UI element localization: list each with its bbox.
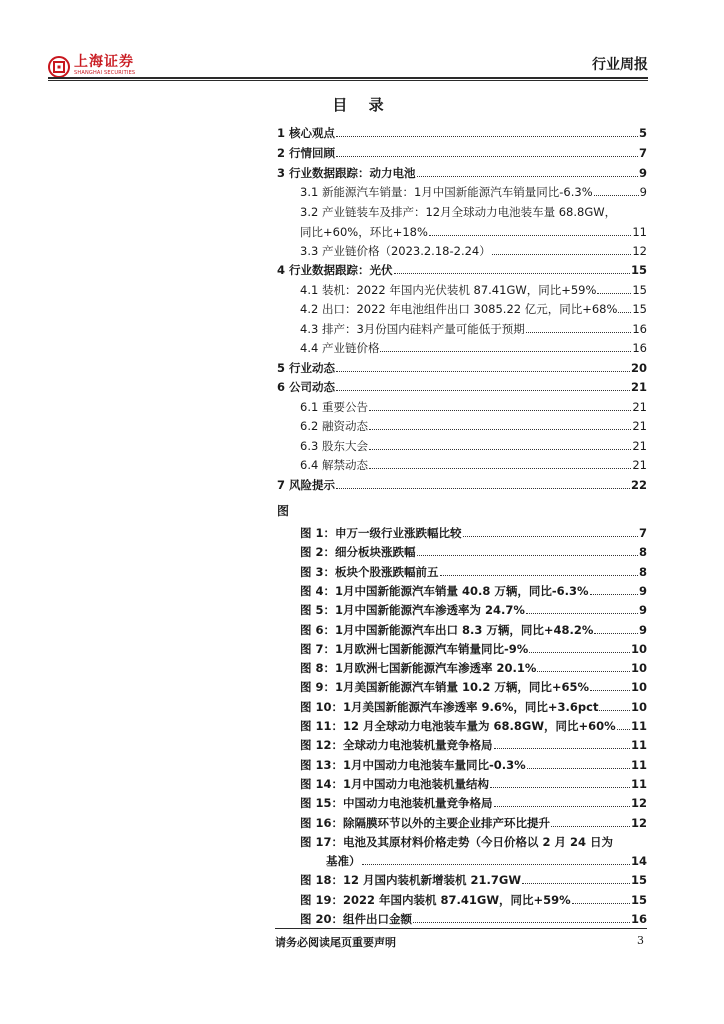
leader-dots	[336, 371, 630, 372]
toc-entry-title: 7 风险提示	[277, 478, 336, 492]
toc-entry-title: 4.3 排产：3月份国内硅料产量可能低于预期	[300, 322, 525, 336]
figure-entry[interactable]	[300, 580, 647, 598]
footer-divider	[275, 928, 647, 929]
footer-disclaimer: 请务必阅读尾页重要声明	[275, 936, 396, 949]
leader-dots	[369, 410, 631, 411]
leader-dots	[527, 768, 630, 769]
toc-entry-title: 4.1 装机：2022 年国内光伏装机 87.41GW，同比+59%	[300, 283, 597, 297]
figure-entry[interactable]	[300, 619, 647, 637]
figure-entry-page: 10	[630, 699, 647, 714]
toc-entry-title: 6.2 融资动态	[300, 419, 368, 433]
figure-entry[interactable]	[300, 541, 647, 559]
toc-entry[interactable]	[300, 201, 647, 219]
figure-entry-title: 图 10：1月美国新能源汽车渗透率 9.6%，同比+3.6pct	[300, 699, 599, 714]
toc-entry-page: 15	[632, 302, 647, 316]
figure-entry[interactable]	[300, 831, 647, 849]
leader-dots	[597, 293, 631, 294]
header-divider	[48, 77, 648, 79]
toc-entry-page: 22	[630, 478, 647, 492]
figure-entry-title: 图 6：1月中国新能源汽车出口 8.3 万辆，同比+48.2%	[300, 622, 594, 637]
toc-entry-title: 6.1 重要公告	[300, 400, 368, 414]
leader-dots	[537, 671, 630, 672]
figure-entry[interactable]	[300, 696, 647, 714]
figure-entry-page: 7	[638, 526, 647, 540]
figure-entry[interactable]	[300, 599, 647, 617]
figure-entry[interactable]	[300, 869, 647, 887]
figure-entry[interactable]	[300, 908, 647, 926]
toc-entry[interactable]	[300, 454, 647, 472]
leader-dots	[617, 729, 630, 730]
figure-entry-title: 图 5：1月中国新能源汽车渗透率为 24.7%	[300, 603, 525, 618]
toc-entry[interactable]	[277, 122, 647, 140]
toc-entry-title: 同比+60%，环比+18%	[300, 225, 428, 239]
page-number: 3	[637, 934, 644, 947]
figure-entry-page: 8	[638, 545, 647, 560]
figure-entry-title: 图 19：2022 年国内装机 87.41GW，同比+59%	[300, 892, 571, 907]
toc-entry-page: 21	[632, 439, 647, 453]
toc-entry[interactable]	[277, 376, 647, 394]
figure-entry-title: 图 2：细分板块涨跌幅	[300, 545, 416, 560]
leader-dots	[492, 254, 632, 255]
toc-entry-page: 12	[632, 244, 647, 258]
leader-dots	[551, 826, 630, 827]
toc-entry[interactable]	[300, 337, 647, 355]
toc-entry[interactable]	[300, 240, 647, 258]
leader-dots	[526, 332, 632, 333]
figure-entry-title: 图 11：12 月全球动力电池装车量为 68.8GW，同比+60%	[300, 719, 616, 733]
figure-entry-title: 图 4：1月中国新能源汽车销量 40.8 万辆，同比-6.3%	[300, 583, 589, 598]
toc-entry-page: 21	[632, 400, 647, 414]
toc-entry-page: 9	[638, 166, 647, 180]
toc-entry[interactable]	[300, 415, 647, 433]
figure-entry-title: 图 16：除隔膜环节以外的主要企业排产环比提升	[300, 815, 551, 830]
toc-entry[interactable]	[300, 221, 647, 239]
leader-dots	[463, 536, 638, 537]
logo-icon	[48, 56, 70, 78]
leader-dots	[369, 449, 631, 450]
figure-entry-page: 8	[638, 564, 647, 579]
toc-entry[interactable]	[300, 318, 647, 336]
leader-dots	[336, 390, 630, 391]
toc-entry-page: 21	[632, 419, 647, 433]
toc-entry-page: 5	[638, 126, 647, 140]
figure-entry[interactable]	[326, 850, 647, 868]
toc-entry-title: 5 行业动态	[277, 361, 336, 375]
figure-entry-title: 图 15：中国动力电池装机量竞争格局	[300, 796, 493, 811]
toc-entry-title: 3.3 产业链价格（2023.2.18-2.24）	[300, 244, 491, 258]
leader-dots	[618, 312, 631, 313]
figure-entry-title: 图 18：12 月国内装机新增装机 21.7GW	[300, 873, 522, 888]
leader-dots	[594, 633, 638, 634]
toc-entry-title: 6.4 解禁动态	[300, 458, 368, 472]
toc-entry-page: 21	[632, 458, 647, 472]
figure-entry-page: 9	[638, 583, 647, 598]
figure-entry-page: 10	[630, 661, 647, 676]
leader-dots	[522, 883, 630, 884]
toc-entry-page: 7	[638, 146, 647, 160]
figure-entry-page: 15	[630, 873, 647, 888]
leader-dots	[526, 613, 638, 614]
toc-entry-page: 9	[639, 185, 647, 199]
toc-entry[interactable]	[300, 396, 647, 414]
toc-entry[interactable]	[277, 142, 647, 160]
toc-entry-title: 4.4 产业链价格	[300, 341, 380, 355]
leader-dots	[599, 710, 630, 711]
figure-entry[interactable]	[300, 676, 647, 694]
toc-entry-title: 3 行业数据跟踪：动力电池	[277, 166, 416, 180]
leader-dots	[369, 429, 631, 430]
toc-entry-page: 20	[630, 361, 647, 375]
figure-entry-page: 16	[630, 912, 647, 926]
leader-dots	[529, 652, 630, 653]
figure-entry[interactable]	[300, 638, 647, 656]
figure-entry-page: 10	[630, 641, 647, 656]
figure-entry[interactable]	[300, 734, 647, 752]
toc-entry-page: 16	[632, 341, 647, 355]
figure-entry[interactable]	[300, 561, 647, 579]
toc-entry-page: 21	[630, 380, 647, 394]
figure-entry-title: 图 17：电池及其原材料价格走势（今日价格以 2 月 24 日为	[300, 834, 614, 849]
figure-entry-page: 14	[630, 854, 647, 869]
leader-dots	[572, 903, 630, 904]
figure-entry-page: 9	[638, 603, 647, 618]
toc-entry-title: 3.1 新能源汽车销量：1月中国新能源汽车销量同比-6.3%	[300, 185, 593, 199]
leader-dots	[336, 488, 630, 489]
figure-entry[interactable]	[300, 657, 647, 675]
figure-entry-page: 12	[630, 815, 647, 830]
leader-dots	[417, 555, 638, 556]
leader-dots	[590, 594, 638, 595]
figure-entry-page: 11	[630, 738, 647, 753]
leader-dots	[394, 273, 630, 274]
figure-entry[interactable]	[300, 792, 647, 810]
toc-entry-title: 1 核心观点	[277, 126, 336, 140]
toc-entry-page: 16	[632, 322, 647, 336]
logo-name: 上海证券	[74, 54, 134, 70]
leader-dots	[494, 806, 630, 807]
figure-entry-title: 图 20：组件出口金额	[300, 912, 413, 926]
figure-entry[interactable]	[300, 812, 647, 830]
figure-entry-title: 图 8：1月欧洲七国新能源汽车渗透率 20.1%	[300, 661, 537, 676]
toc-entry[interactable]	[300, 181, 647, 199]
leader-dots	[494, 748, 630, 749]
figure-entry-title: 图 3：板块个股涨跌幅前五	[300, 564, 439, 579]
page-header	[48, 50, 648, 80]
figure-entry[interactable]	[300, 522, 647, 540]
toc-entry[interactable]	[300, 279, 647, 297]
toc-entry-page: 15	[632, 283, 647, 297]
leader-dots	[490, 787, 630, 788]
figure-entry-page: 15	[630, 892, 647, 907]
figures-heading: 图	[277, 504, 290, 518]
report-type: 行业周报	[592, 57, 648, 73]
toc-entry[interactable]	[277, 259, 647, 277]
toc-entry-title: 4.2 出口：2022 年电池组件出口 3085.22 亿元，同比+68%	[300, 302, 618, 316]
logo-english-name: SHANGHAI SECURITIES	[74, 70, 136, 76]
figure-entry[interactable]	[300, 773, 647, 791]
figure-entry-title: 图 1：申万一级行业涨跌幅比较	[300, 526, 462, 540]
toc-entry-page: 15	[630, 263, 647, 277]
leader-dots	[594, 195, 639, 196]
leader-dots	[417, 176, 638, 177]
figure-entry-page: 12	[630, 796, 647, 811]
leader-dots	[590, 690, 630, 691]
leader-dots	[362, 864, 630, 865]
figure-entry-page: 11	[630, 776, 647, 791]
figure-entry-page: 11	[630, 757, 647, 772]
toc-entry[interactable]	[300, 435, 647, 453]
figure-entry-title: 图 7：1月欧洲七国新能源汽车销量同比-9%	[300, 641, 529, 656]
leader-dots	[336, 156, 638, 157]
toc-entry[interactable]	[277, 162, 647, 180]
figure-entry-title: 图 9：1月美国新能源汽车销量 10.2 万辆，同比+65%	[300, 680, 590, 695]
toc-entry-title: 6 公司动态	[277, 380, 336, 394]
leader-dots	[440, 575, 638, 576]
toc-title: 目 录	[332, 96, 392, 114]
toc-entry-title: 2 行情回顾	[277, 146, 336, 160]
figure-entry-page: 11	[630, 719, 647, 733]
toc-entry-title: 4 行业数据跟踪：光伏	[277, 263, 393, 277]
header-divider-thin	[48, 80, 648, 81]
figure-entry-page: 9	[638, 622, 647, 637]
toc-entry-title: 3.2 产业链装车及排产：12月全球动力电池装车量 68.8GW，	[300, 205, 617, 219]
toc-entry[interactable]	[277, 474, 647, 492]
figure-entry[interactable]	[300, 754, 647, 772]
leader-dots	[336, 136, 638, 137]
leader-dots	[369, 468, 631, 469]
figure-entry-title: 图 13：1月中国动力电池装车量同比-0.3%	[300, 757, 526, 772]
figure-entry[interactable]	[300, 889, 647, 907]
figure-entry-title: 图 14：1月中国动力电池装机量结构	[300, 776, 490, 791]
toc-entry[interactable]	[300, 298, 647, 316]
toc-entry-title: 6.3 股东大会	[300, 439, 368, 453]
leader-dots	[380, 351, 631, 352]
toc-entry[interactable]	[277, 357, 647, 375]
leader-dots	[429, 235, 631, 236]
figure-entry-title: 基准）	[326, 854, 361, 869]
leader-dots	[413, 922, 630, 923]
figure-entry-title: 图 12：全球动力电池装机量竞争格局	[300, 738, 493, 753]
figure-entry-page: 10	[630, 680, 647, 695]
toc-entry-page: 11	[632, 225, 647, 239]
figure-entry[interactable]	[300, 715, 647, 733]
